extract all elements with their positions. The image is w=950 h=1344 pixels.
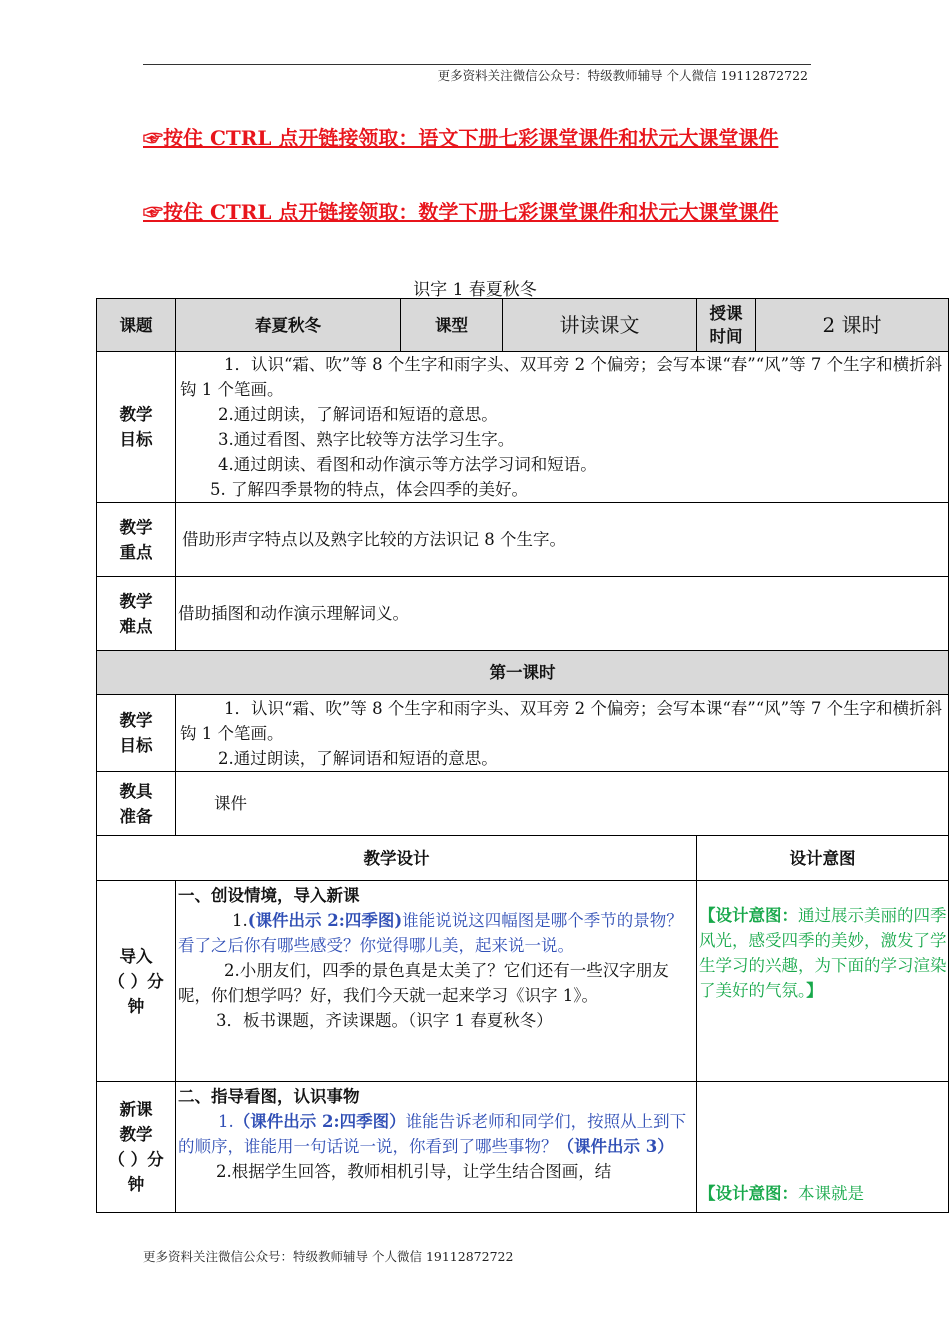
- key-points-row: [97, 503, 949, 577]
- goal-item: 5. 了解四季景物的特点，体会四季的美好。: [210, 480, 528, 499]
- key-points-content: 借助形声字特点以及熟字比较的方法识记 8 个生字。: [176, 503, 949, 577]
- document-title: 识字 1 春夏秋冬: [413, 280, 537, 300]
- new-lesson-label-line: 新课: [119, 1100, 153, 1119]
- goal-item: 3.通过看图、熟字比较等方法学习生字。: [218, 430, 515, 449]
- lesson1-title: 第一课时: [97, 651, 949, 695]
- lesson-plan-table: [96, 298, 949, 1213]
- new-paragraph-2: 2.根据学生回答，教师相机引导，让学生结合图画，结: [216, 1162, 612, 1181]
- new-paragraph-1: [178, 1109, 694, 1159]
- new-lesson-label-line: 教学: [119, 1125, 153, 1144]
- header-divider: [143, 64, 811, 65]
- key-points-label: 教学重点: [97, 503, 176, 577]
- new-lesson-label-line: （ ）分: [108, 1150, 164, 1169]
- new-lesson-intent: [697, 1082, 949, 1213]
- lesson1-title-row: [97, 651, 949, 695]
- intro-label-line: （ ）分: [108, 971, 164, 991]
- goal-item: 2.通过朗读，了解词语和短语的意思。: [218, 405, 498, 424]
- new-lesson-content: [176, 1082, 697, 1213]
- lesson1-goals-content: [176, 695, 949, 772]
- new-section-title: 二、指导看图，认识事物: [178, 1087, 360, 1106]
- topic-value: 春夏秋冬: [176, 299, 401, 352]
- goal-item: 1．认识“霜、吹”等 8 个生字和雨字头、双耳旁 2 个偏旁；会写本课“春”“风”等 7 个生字和横折斜钩 1 个笔画。: [180, 698, 943, 743]
- intro-p1-number: 1.: [232, 911, 248, 930]
- intro-section-title: 一、创设情境，导入新课: [178, 886, 360, 905]
- intro-label: [97, 881, 176, 1082]
- page-footer: 更多资料关注微信公众号：特级教师辅导 个人微信 19112872722: [143, 1249, 514, 1264]
- intro-paragraph-2: 2.小朋友们，四季的景色真是太美了？它们还有一些汉字朋友呢，你们想学吗？好，我们今天就一起来学习《识字 1》。: [178, 961, 669, 1005]
- meta-row: [97, 299, 949, 352]
- intro-label-line: 钟: [127, 996, 145, 1016]
- design-header: 教学设计: [97, 836, 697, 881]
- hours-label: 授课时间: [697, 299, 756, 352]
- intro-intent: [697, 881, 949, 1082]
- intro-content: [176, 881, 697, 1082]
- page-header: 更多资料关注微信公众号：特级教师辅导 个人微信 19112872722: [437, 68, 808, 83]
- lesson1-goals-row: [97, 695, 949, 772]
- goals-row: [97, 352, 949, 503]
- design-header-row: [97, 836, 949, 881]
- intent-title: 【设计意图：: [699, 906, 798, 925]
- intent-text: 本课就是: [798, 1184, 864, 1203]
- intro-p1-text: 谁能说说这四幅图是哪个季节的景物？看了之后你有哪些感受？你觉得哪儿美，起来说一说。: [178, 911, 683, 955]
- topic-label: 课题: [97, 299, 176, 352]
- new-p1-text: 谁能告诉老师和同学们，按照从上到下的顺序，谁能用一句话说一说，你看到了哪些事物？: [178, 1112, 687, 1156]
- courseware-tag: （课件出示 3）: [557, 1137, 674, 1156]
- goal-item: 4.通过朗读、看图和动作演示等方法学习词和短语。: [218, 455, 597, 474]
- courseware-tag: （课件出示 2:四季图）: [233, 1112, 406, 1131]
- new-lesson-row: [97, 1082, 949, 1213]
- new-p1-number: 1.: [218, 1112, 234, 1131]
- tools-row: [97, 772, 949, 836]
- difficulties-label: 教学难点: [97, 577, 176, 651]
- link-chinese-courseware[interactable]: ☞按住 CTRL 点开链接领取：语文下册七彩课堂课件和状元大课堂课件: [143, 126, 779, 150]
- difficulties-content: 借助插图和动作演示理解词义。: [176, 577, 949, 651]
- hours-value: 2 课时: [756, 299, 949, 352]
- goals-content: [176, 352, 949, 503]
- intro-row: [97, 881, 949, 1082]
- lesson1-goals-label: 教学目标: [97, 695, 176, 772]
- goals-label: 教学目标: [97, 352, 176, 503]
- intent-text: 通过展示美丽的四季风光，感受四季的美妙，激发了学生学习的兴趣，为下面的学习渲染了美好的气氛。: [699, 906, 947, 1000]
- intent-title: 【设计意图：: [699, 1184, 798, 1203]
- intro-paragraph-1: [178, 908, 694, 958]
- courseware-tag: (课件出示 2:四季图): [247, 911, 403, 930]
- type-value: 讲读课文: [503, 299, 697, 352]
- intro-label-line: 导入: [119, 946, 153, 966]
- link-math-courseware[interactable]: ☞按住 CTRL 点开链接领取：数学下册七彩课堂课件和状元大课堂课件: [143, 200, 779, 224]
- type-label: 课型: [401, 299, 503, 352]
- difficulties-row: [97, 577, 949, 651]
- intro-paragraph-3: 3．板书课题，齐读课题。（识字 1 春夏秋冬）: [216, 1011, 553, 1030]
- intent-end: 】: [806, 981, 823, 1000]
- new-lesson-label-line: 钟: [127, 1175, 145, 1194]
- intent-header: 设计意图: [697, 836, 949, 881]
- goal-item: 1．认识“霜、吹”等 8 个生字和雨字头、双耳旁 2 个偏旁；会写本课“春”“风”等 7 个生字和横折斜钩 1 个笔画。: [180, 355, 943, 399]
- new-lesson-label: [97, 1082, 176, 1213]
- tools-content: 课件: [176, 772, 949, 836]
- tools-label: 教具准备: [97, 772, 176, 836]
- goal-item: 2.通过朗读，了解词语和短语的意思。: [218, 748, 498, 768]
